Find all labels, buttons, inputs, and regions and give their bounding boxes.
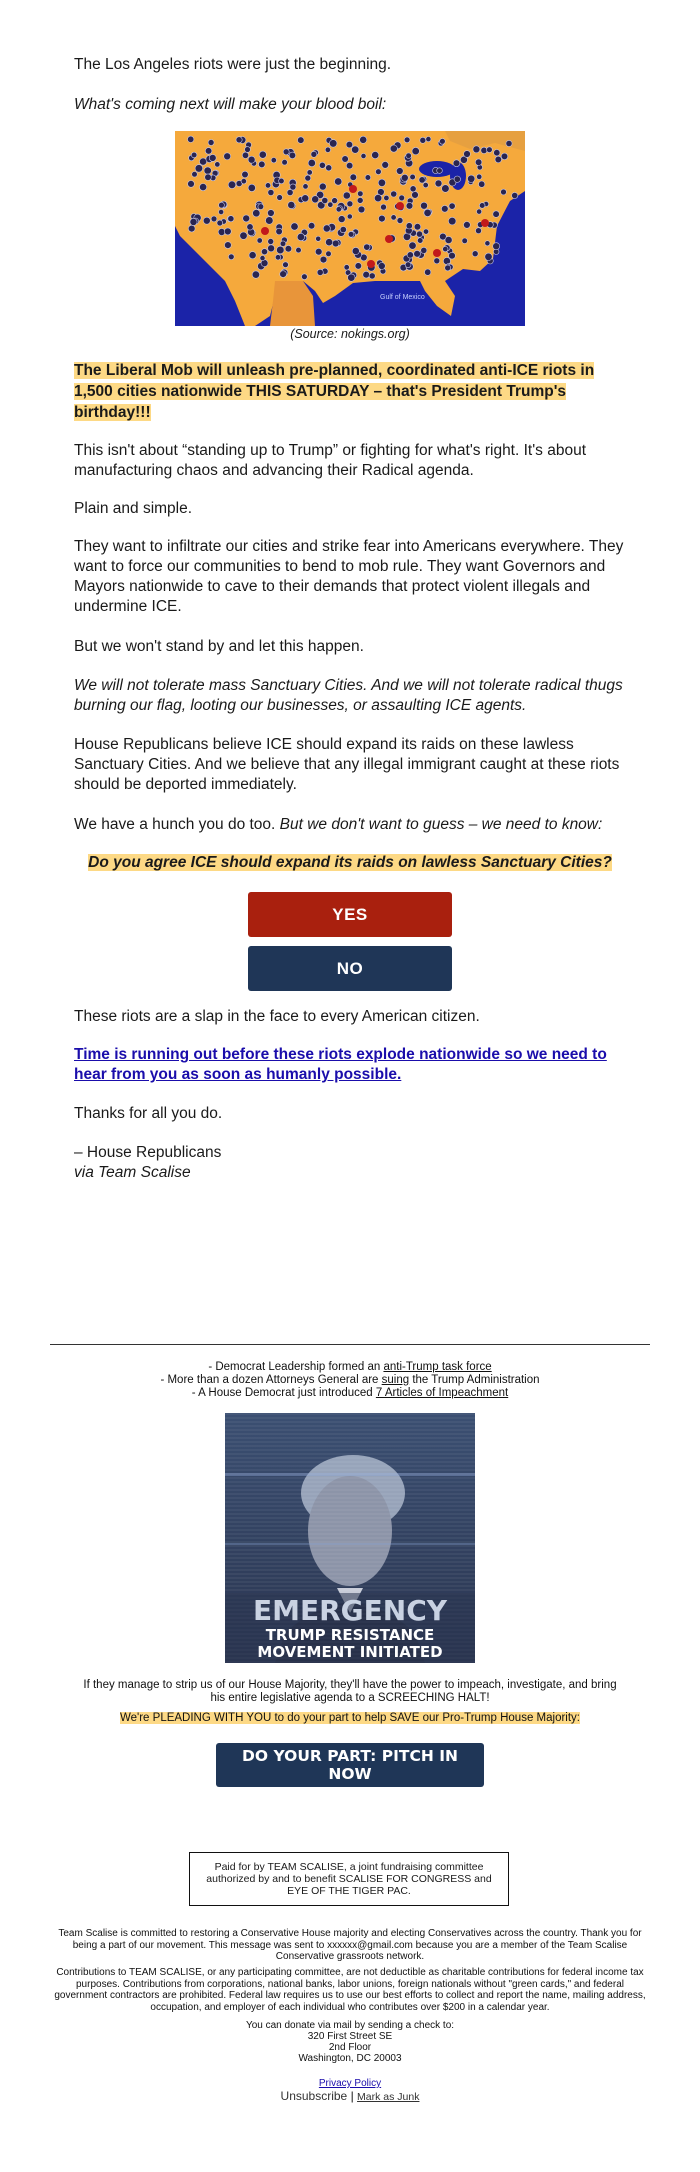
emergency-title: EMERGENCY — [252, 1594, 448, 1627]
footer-divider — [50, 1344, 650, 1345]
map-dot — [477, 174, 482, 179]
map-dot — [297, 233, 304, 240]
map-dot — [192, 172, 198, 178]
map-dot — [285, 245, 292, 252]
bullet-2-post: the Trump Administration — [409, 1374, 540, 1386]
map-dot — [472, 251, 478, 257]
map-dot — [473, 146, 480, 153]
poll-question-text: Do you agree ICE should expand its raids on lawless Sanctuary Cities? — [88, 854, 612, 871]
map-dot — [219, 209, 224, 214]
map-dot — [307, 170, 312, 175]
map-dot — [224, 153, 231, 160]
map-dot — [355, 263, 362, 270]
thanks: Thanks for all you do. — [74, 1105, 223, 1122]
map-dot — [412, 147, 419, 154]
map-dot — [378, 263, 385, 270]
urgent-paragraph — [74, 1045, 626, 1085]
map-dot — [476, 228, 482, 234]
map-dot — [277, 195, 283, 201]
map-dot — [414, 224, 421, 231]
map-dot — [203, 217, 210, 224]
map-dot — [423, 229, 428, 234]
privacy-row — [50, 2078, 650, 2090]
privacy-policy-link[interactable]: Privacy Policy — [318, 2078, 382, 2089]
map-dot — [289, 152, 296, 159]
map-dot — [495, 156, 502, 163]
map-dot — [208, 140, 214, 146]
map-dot — [257, 238, 262, 243]
map-dot — [188, 136, 194, 142]
map-dot — [440, 138, 446, 144]
map-dot — [205, 174, 212, 181]
map-dot — [421, 202, 428, 209]
intro-line-2: What's coming next will make your blood boil: — [74, 96, 387, 113]
map-dot — [335, 178, 342, 185]
map-dot — [228, 181, 236, 189]
address-line-1: 320 First Street SE — [307, 2031, 393, 2042]
emergency-sub-2: MOVEMENT INITIATED — [257, 1643, 443, 1661]
pleading-line — [50, 1712, 650, 1725]
map-dot — [481, 147, 487, 153]
map-dot — [343, 192, 350, 199]
map-dot — [405, 262, 411, 268]
map-dot — [346, 141, 353, 148]
map-dot — [224, 228, 231, 235]
strip-majority-text: If they manage to strip us of our House Majority, they'll have the power to impeach, investigate, and bring his entire legislative agenda to a SCREECHING HALT! — [83, 1679, 617, 1704]
map-dot — [311, 151, 317, 157]
map-dot — [240, 232, 247, 239]
map-dot — [365, 175, 371, 181]
map-dot — [276, 228, 283, 235]
map-dot — [261, 249, 267, 255]
map-dot — [479, 181, 485, 187]
map-dot — [410, 174, 416, 180]
map-dot — [421, 247, 427, 253]
map-dot — [211, 216, 217, 222]
map-dot — [358, 191, 364, 197]
map-dot — [406, 202, 413, 209]
map-dot — [283, 262, 289, 268]
map-dot — [326, 239, 333, 246]
map-dot — [406, 223, 412, 229]
map-dot — [357, 197, 363, 203]
map-dot — [501, 189, 507, 195]
map-dot — [449, 252, 456, 259]
map-dot — [215, 162, 220, 167]
map-dot — [348, 274, 355, 281]
map-dot — [374, 194, 381, 201]
map-dot — [435, 180, 442, 187]
map-dot — [391, 215, 396, 220]
map-dot — [188, 225, 195, 232]
map-dot — [464, 151, 471, 158]
map-dot — [485, 253, 492, 260]
map-dot — [468, 175, 475, 182]
urgent-link[interactable]: Time is running out before these riots explode nationwide so we need to hear from you as soon as humanly possible. — [74, 1046, 607, 1083]
map-dot — [358, 206, 365, 213]
map-dot — [449, 203, 455, 209]
committed-text: Team Scalise is committed to restoring a Conservative House majority and electing Conservatives across the country. Thank you for being a part of our movement. This message was sent to xxxxxx@gmail.com because you are a member of the Team Scalise Conservative grassroots network. — [58, 1928, 642, 1962]
map-dot — [376, 169, 382, 175]
map-dot — [205, 148, 212, 155]
map-dot — [329, 140, 337, 148]
map-dot — [275, 255, 280, 260]
donate-mail-text: You can donate via mail by sending a check to: — [245, 2020, 455, 2031]
unsubscribe-link[interactable]: Unsubscribe — [280, 2089, 348, 2103]
map-dot — [417, 238, 423, 244]
para-2: Plain and simple. — [74, 500, 193, 517]
map-dot — [378, 179, 385, 186]
map-dot — [396, 168, 403, 175]
map-dot — [312, 196, 319, 203]
map-dot — [242, 152, 248, 158]
impeachment-link[interactable]: 7 Articles of Impeachment — [375, 1387, 509, 1399]
map-dot — [410, 186, 416, 192]
map-dot — [245, 147, 251, 153]
pitch-in-button[interactable]: DO YOUR PART: PITCH IN NOW — [216, 1743, 484, 1787]
map-dot — [252, 271, 259, 278]
map-dot — [425, 269, 431, 275]
emergency-sub-1: TRUMP RESISTANCE — [265, 1626, 435, 1644]
map-dot — [243, 215, 250, 222]
map-dot — [298, 137, 305, 144]
map-dot — [336, 207, 341, 212]
map-dot — [445, 236, 452, 243]
map-dot — [485, 241, 490, 246]
map-dot — [323, 225, 330, 232]
map-dot — [414, 250, 421, 257]
map-dot — [260, 256, 265, 261]
bullet-1-text: - Democrat Leadership formed an — [208, 1361, 384, 1373]
map-dot — [347, 214, 352, 219]
map-dot — [217, 220, 223, 226]
map-dot — [361, 153, 366, 158]
map-dot — [259, 161, 266, 168]
task-force-link[interactable]: anti-Trump task force — [383, 1361, 492, 1373]
map-dot — [308, 222, 315, 229]
unsubscribe-row — [50, 2089, 650, 2104]
map-dot — [344, 265, 349, 270]
map-dot — [290, 184, 296, 190]
map-dot — [493, 243, 500, 250]
map-dot — [247, 224, 253, 230]
map-dot — [319, 183, 326, 190]
address-line-2: 2nd Floor — [328, 2042, 372, 2053]
map-dot — [236, 137, 242, 143]
map-dot — [364, 244, 370, 250]
map-dot — [404, 137, 410, 143]
map-dot — [248, 184, 255, 191]
map-dot — [475, 159, 482, 166]
map-dot — [188, 181, 195, 188]
para-7-plain: We have a hunch you do too. — [74, 816, 280, 833]
map-dot — [401, 174, 408, 181]
map-dot — [423, 182, 428, 187]
map-dot — [412, 192, 419, 199]
contributions-text: Contributions to TEAM SCALISE, or any participating committee, are not deductible as charitable contributions for federal income tax purposes. Contributions from corporations, national banks, labor unions, foreign nationals without "green cards," and federal government contractors are prohibited. Federal law requires us to use our best efforts to collect and report the name, mailing address, occupation, and employer of each individual who contributes over $200 in a calendar year. — [54, 1967, 646, 2013]
intro-line-1: The Los Angeles riots were just the beginning. — [74, 56, 392, 73]
map-dot — [419, 177, 425, 183]
map-dot — [228, 216, 234, 222]
map-dot — [248, 156, 255, 163]
emergency-banner-image[interactable] — [225, 1413, 475, 1663]
map-dot — [348, 231, 354, 237]
para-3: They want to infiltrate our cities and strike fear into Americans everywhere. They want to force our communities to bend to mob rule. They want Governors and Mayors nationwide to cave to their demands that protect violent illegals and undermine ICE. — [74, 538, 624, 615]
map-dot — [437, 168, 443, 174]
map-dot — [454, 176, 460, 182]
map-caption: (Source: nokings.org) — [290, 327, 410, 341]
map-dot — [190, 218, 197, 225]
signoff: – House Republicans — [74, 1144, 222, 1161]
map-dot — [303, 184, 308, 189]
map-dot — [280, 241, 286, 247]
map-dot — [277, 246, 285, 254]
no-button[interactable]: NO — [248, 946, 452, 991]
emergency-graphic — [225, 1413, 475, 1663]
via-team-scalise: via Team Scalise — [74, 1164, 191, 1181]
map-dot — [381, 204, 387, 210]
map-dot — [328, 202, 333, 207]
map-dot — [372, 152, 379, 159]
para-5: We will not tolerate mass Sanctuary Cities. And we will not tolerate radical thugs burning our flag, looting our businesses, or assaulting ICE agents. — [74, 677, 623, 714]
map-dot — [464, 222, 471, 229]
map-dot — [259, 151, 266, 158]
map-dot — [382, 162, 389, 169]
map-dot — [441, 205, 448, 212]
poll-question — [74, 853, 626, 873]
map-dot — [242, 171, 249, 178]
map-dot — [319, 162, 325, 168]
map-dot — [494, 150, 500, 156]
map-dot — [325, 147, 330, 152]
map-dot — [305, 175, 311, 181]
bullet-3-text: - A House Democrat just introduced — [191, 1387, 376, 1399]
map-dot — [493, 211, 500, 218]
headline — [74, 360, 626, 423]
map-dot — [322, 197, 328, 203]
map-dot — [338, 216, 345, 223]
map-dot — [352, 247, 359, 254]
map-dot — [320, 256, 327, 263]
map-dot — [462, 238, 468, 244]
map-dot — [296, 247, 302, 253]
mark-as-junk-link[interactable]: Mark as Junk — [357, 2091, 420, 2103]
map-dot — [332, 240, 339, 247]
map-dot — [506, 140, 512, 146]
map-dot — [397, 218, 403, 224]
bullet-1 — [50, 1361, 650, 1374]
yes-button[interactable]: YES — [248, 892, 452, 937]
map-dot — [302, 195, 309, 202]
para-7 — [74, 815, 626, 835]
map-dot — [399, 195, 405, 201]
map-dot — [350, 174, 357, 181]
map-dot — [346, 162, 353, 169]
protest-map-image — [175, 131, 525, 326]
map-dot — [390, 145, 397, 152]
map-dot — [209, 154, 216, 161]
map-dot — [369, 273, 375, 279]
map-dot — [219, 202, 225, 208]
map-dot — [200, 184, 207, 191]
map-dot — [280, 271, 287, 278]
map-dot — [268, 189, 274, 195]
map-dot — [268, 245, 275, 252]
map-dot — [379, 215, 386, 222]
map-dot — [241, 179, 246, 184]
map-dot — [204, 167, 211, 174]
map-dot — [416, 231, 422, 237]
map-dot — [288, 201, 295, 208]
map-dot — [409, 242, 416, 249]
map-dot — [477, 209, 482, 214]
map-dot — [258, 204, 264, 210]
map-dot — [442, 185, 450, 193]
map-dot — [391, 191, 397, 197]
map-dot — [249, 252, 256, 259]
map-dot — [512, 192, 518, 198]
gulf-label: Gulf of Mexico — [380, 294, 425, 301]
para-7-italic: But we don't want to guess – we need to know: — [279, 816, 603, 833]
map-dot — [420, 137, 426, 143]
map-dot — [434, 258, 440, 264]
map-dot — [340, 226, 346, 232]
map-dot — [225, 242, 232, 249]
bullet-2-text: - More than a dozen Attorneys General are — [160, 1374, 382, 1386]
para-8: These riots are a slap in the face to every American citizen. — [74, 1008, 480, 1025]
para-4: But we won't stand by and let this happen. — [74, 638, 364, 655]
map-dot — [308, 159, 315, 166]
map-dot — [268, 239, 274, 245]
address-line-3: Washington, DC 20003 — [298, 2053, 402, 2064]
map-dot — [326, 165, 332, 171]
map-dot — [360, 136, 367, 143]
para-6: House Republicans believe ICE should expand its raids on these lawless Sanctuary Cities. And we believe that any illegal immigrant caught at these riots should be deported immediately. — [74, 736, 620, 793]
map-dot — [316, 236, 321, 241]
map-dot — [487, 147, 493, 153]
paid-for-box: Paid for by TEAM SCALISE, a joint fundraising committee authorized by and to benefit SCALISE FOR CONGRESS and EYE OF THE TIGER PAC. — [189, 1852, 509, 1906]
separator: | — [347, 2089, 358, 2103]
map-dot — [501, 153, 508, 160]
map-dot — [266, 217, 274, 225]
map-dot — [326, 251, 332, 257]
map-dot — [302, 274, 308, 280]
map-dot — [228, 254, 234, 260]
map-dot — [407, 252, 413, 258]
map-dot — [268, 210, 275, 217]
para-1: This isn't about “standing up to Trump” or fighting for what's right. It's about manufacturing chaos and advancing their Radical agenda. — [74, 442, 587, 479]
headline-text: The Liberal Mob will unleash pre-planned, coordinated anti-ICE riots in 1,500 cities nationwide THIS SATURDAY – that's President Trump's birthday!!! — [74, 362, 595, 421]
map-dot — [195, 165, 203, 173]
map-dot — [279, 178, 285, 184]
map-dot — [282, 160, 288, 166]
map-dot — [315, 248, 322, 255]
footer-bullets — [50, 1361, 650, 1400]
us-map-graphic — [175, 131, 525, 326]
map-dot — [342, 156, 349, 163]
bullet-2 — [50, 1374, 650, 1387]
map-dot — [283, 149, 289, 155]
map-dot — [424, 209, 431, 216]
map-dot — [271, 158, 276, 163]
map-dot — [363, 271, 370, 278]
map-dot — [406, 153, 412, 159]
map-dot — [191, 152, 197, 158]
map-dot — [347, 201, 353, 207]
map-dot — [453, 160, 460, 167]
map-dot — [426, 137, 431, 142]
map-dot — [265, 183, 270, 188]
map-dot — [253, 210, 260, 217]
map-dot — [479, 203, 485, 209]
map-dot — [448, 217, 456, 225]
map-dot — [443, 246, 448, 251]
map-dot — [317, 269, 323, 275]
map-dot — [445, 265, 451, 271]
bullet-3 — [50, 1387, 650, 1400]
pleading-text: We're PLEADING WITH YOU to do your part to help SAVE our Pro-Trump House Majority: — [119, 1712, 580, 1724]
map-dot — [352, 146, 359, 153]
map-dot — [291, 223, 298, 230]
map-dot — [384, 195, 389, 200]
suing-link[interactable]: suing — [381, 1374, 410, 1386]
